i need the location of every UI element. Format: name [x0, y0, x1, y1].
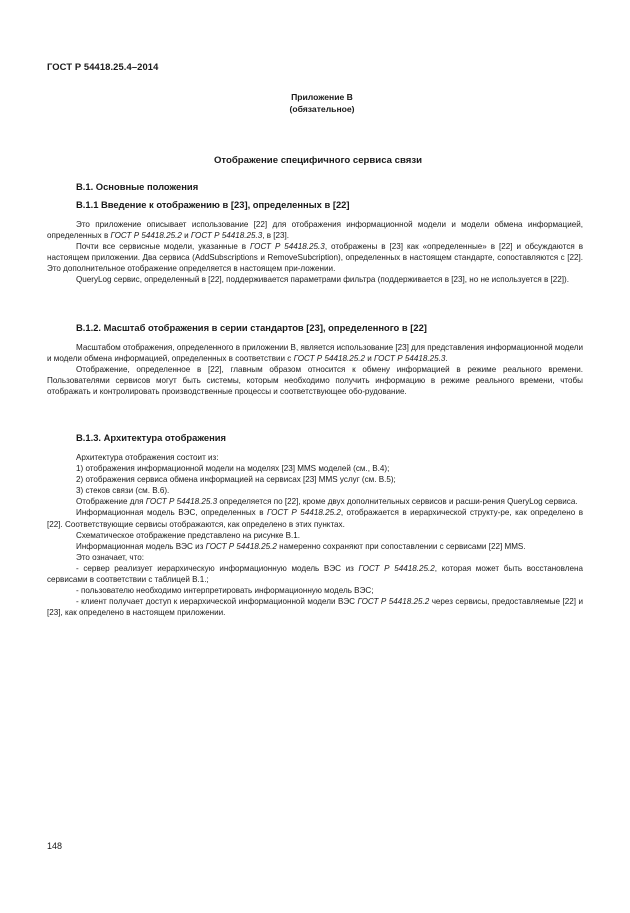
appendix-status: (обязательное) [289, 104, 355, 114]
standard-reference: ГОСТ Р 54418.25.3 [374, 354, 446, 364]
paragraph: Схематическое отображение представлено на рисунке В.1. [76, 530, 301, 540]
text-run: и [181, 231, 191, 241]
list-item [47, 563, 583, 585]
text-run: Это приложение описывает использование [22] для отображения информационной модели и модели обмена информацией, определенных в [47, 220, 583, 241]
paragraph: QueryLog сервис, определенный в [22], поддерживается параметрами фильтра (поддерживается в [23], но не используется в [22]). [76, 275, 569, 285]
standard-reference: ГОСТ Р 54418.25.3 [250, 242, 325, 252]
text-run: определяется по [22], кроме двух дополнительных сервисов и расши-рения QueryLog сервиса. [217, 497, 578, 507]
section-heading-b12: В.1.2. Масштаб отображения в серии стандартов [23], определенного в [22] [76, 322, 427, 333]
section-heading-b1: В.1. Основные положения [76, 181, 199, 192]
standard-reference: ГОСТ Р 54418.25.3 [145, 497, 218, 507]
appendix-title: Приложение В [291, 92, 353, 102]
list-item: 1) отображения информационной модели на моделях [23] MMS моделей (см., В.4); [76, 464, 390, 474]
standard-reference: ГОСТ Р 54418.25.2 [293, 354, 365, 364]
section-heading-b13: В.1.3. Архитектура отображения [76, 432, 226, 443]
section-b11-body [47, 219, 583, 286]
text-run: , в [23]. [262, 231, 290, 241]
document-title: Отображение специфичного сервиса связи [213, 155, 423, 166]
text-run: , отображены в [23] как «определенные» в [22] и обсуждаются в настоящем приложении. Два сервиса (AddSubscriptions и RemoveSubcription), определенных в настоящем стандарте, сопоставляются с [22]. Это дополнительное отображение определяется в настоящем при-ложении. [47, 242, 583, 274]
list-item: - пользователю необходимо интерпретировать информационную модель ВЭС; [76, 586, 374, 596]
paragraph [47, 496, 583, 507]
paragraph [47, 342, 583, 364]
standard-reference: ГОСТ Р 54418.25.2 [110, 231, 182, 241]
paragraph [47, 241, 583, 274]
text-run: Отображение для [76, 497, 146, 507]
text-run: , которая может быть восстановлена сервисами в соответствии с таблицей В.1.; [47, 563, 583, 585]
list-item [47, 596, 583, 618]
text-run: , отображается в иерархической структу-ре, как определено в [22]. Соответствующие сервисы отображаются, как определено в этих пунктах. [47, 508, 584, 529]
section-b13-body [47, 452, 583, 618]
standard-header: ГОСТ Р 54418.25.4–2014 [47, 61, 159, 72]
page-number: 148 [47, 841, 63, 851]
standard-reference: ГОСТ Р 54418.25.2 [205, 541, 277, 551]
standard-reference: ГОСТ Р 54418.25.2 [267, 508, 341, 518]
text-run: - клиент получает доступ к иерархической информационной модели ВЭС [76, 597, 358, 607]
paragraph [47, 541, 583, 552]
paragraph: Отображение, определенное в [22], главным образом относится к обмену информацией в режиме реального времени. Пользователями сервисов могут быть системы, которым необходимо получить информацию в режиме реального времени, чтобы отображать и контролировать производственные процессы и соответствующее обо-рудование. [47, 365, 583, 397]
section-b12-body [47, 342, 583, 397]
text-run: через сервисы, предоставляемые [22] и [23], как определено в настоящем приложении. [47, 597, 584, 618]
standard-reference: ГОСТ Р 54418.25.2 [358, 563, 435, 573]
text-run: Почти все сервисные модели, указанные в [76, 242, 251, 252]
paragraph [47, 507, 583, 529]
text-run: намеренно сохраняют при сопоставлении с сервисами [22] MMS. [276, 541, 526, 551]
text-run: - сервер реализует иерархическую информационную модель ВЭС из [76, 563, 359, 573]
paragraph [47, 219, 583, 241]
standard-reference: ГОСТ Р 54418.25.2 [357, 597, 430, 607]
list-item: 2) отображения сервиса обмена информацией на сервисах [23] MMS услуг (см. В.5); [76, 475, 396, 485]
list-item: 3) стеков связи (см. В.6). [76, 486, 170, 496]
standard-reference: ГОСТ Р 54418.25.3 [190, 231, 263, 241]
text-run: и [364, 354, 374, 364]
paragraph: Это означает, что: [76, 552, 144, 562]
text-run: . [445, 354, 448, 364]
paragraph: Архитектура отображения состоит из: [76, 453, 219, 462]
section-heading-b11: В.1.1 Введение к отображению в [23], определенных в [22] [76, 199, 350, 210]
text-run: Информационная модель ВЭС из [76, 541, 206, 551]
text-run: Информационная модель ВЭС, определенных в [76, 508, 267, 518]
text-run: Масштабом отображения, определенного в приложении В, является использование [23] для представления информационной модели и модели обмена информацией, определенных в соответствии с [47, 343, 583, 364]
